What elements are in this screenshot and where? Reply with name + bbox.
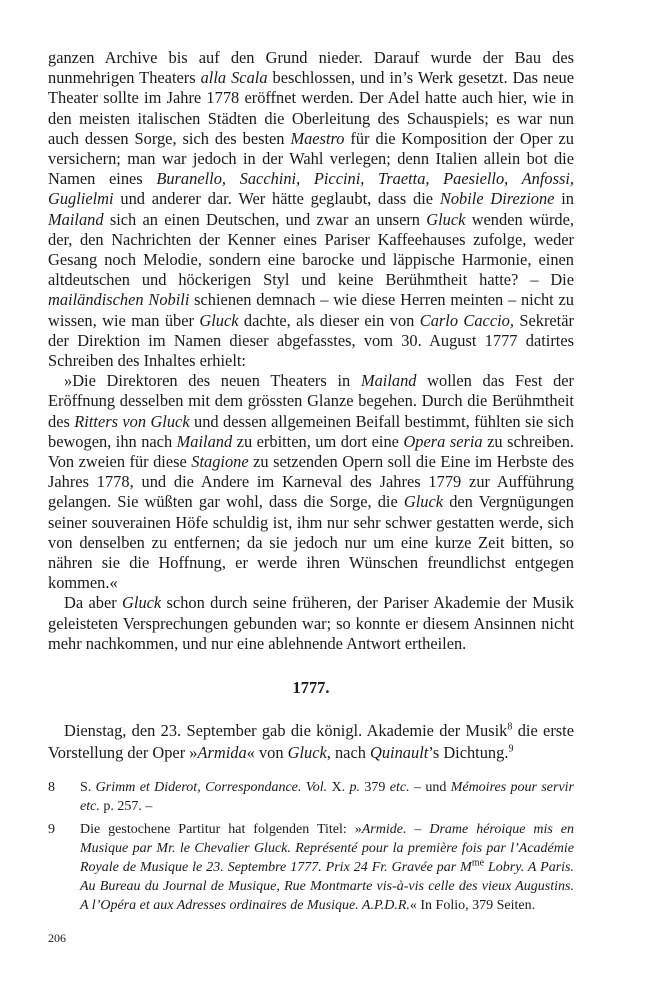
paragraph-archive: ganzen Archive bis auf den Grund nieder. Darauf wurde der Bau des nunmehrigen Theaters alla Scala beschlossen, und in’s Werk gesetzt. Das neue Theater sollte im Jahre 1778 eröffnet werden. Der Adel hatte auch hier, wie in den meisten italischen Städten die Oberleitung des Schauspiels; es war nun auch dessen Sorge, sich des besten Maestro für die Komposition der Oper zu versichern; man war jedoch in der Wahl verlegen; denn Italien allein bot die Namen eines Buranello, Sacchini, Piccini, Traetta, Paesiello, Anfossi, Guglielmi und anderer dar. Wer hätte geglaubt, dass die Nobile Direzione in Mailand sich an einen Deutschen, und zwar an unsern Gluck wenden würde, der, den Nachrichten der Kenner eines Pariser Kaffeehauses zufolge, weder Gesang noch Melodie, sondern eine barocke und läppische Harmonie, einen altdeutschen und höckerigen Styl und keine Berühmtheit hatte? – Die mailändischen Nobili schienen demnach – wie diese Herren meinten – nicht zu wissen, wie man über Gluck dachte, als dieser ein von Carlo Caccio, Sekretär der Direktion im Namen dieser abgefasstes, vom 30. August 1777 datirtes Schreiben des Inhaltes erhielt: bbox=[48, 48, 575, 371]
italic-run: etc. bbox=[389, 780, 410, 796]
italic-run: Mailand bbox=[360, 371, 417, 391]
italic-run: Gluck bbox=[287, 743, 327, 763]
italic-run: Grimm et Diderot, Correspondance. Vol. bbox=[95, 780, 328, 796]
footnote-ref: 8 bbox=[507, 721, 513, 733]
year-heading: 1777. bbox=[292, 678, 330, 698]
italic-run: Gluck bbox=[426, 209, 466, 229]
footnote-text: Die gestochene Partitur hat folgenden Titel: »Armide. – Drame héroique mis en Musique par Mr. le Chevalier Gluck. Représenté pour la première fois par l’Académie Royale de Musique le 23. Septembre 1777. Prix 24 Fr. Gravée par $M^{me}$ Lobry. A Paris. Au Bureau du Journal de Musique, Rue Montmarte vis-à-vis celle des vieux Augustins. A l’Opéra et aux Adresses ordinaires de Musique. A.P.D.R.« In Folio, 379 Seiten. bbox=[80, 822, 574, 914]
footnote-text: S. Grimm et Diderot, Correspondance. Vol. X. p. 379 etc. – und Mémoires pour servir etc. p. 257. – bbox=[80, 780, 575, 815]
footnote-8 bbox=[48, 778, 574, 816]
page-number: 206 bbox=[48, 931, 66, 945]
italic-run: Mailand bbox=[176, 431, 233, 451]
paragraph-armida: Dienstag, den 23. September gab die königl. Akademie der Musik$^8$ die erste Vorstellung der Oper »Armida« von Gluck, nach Quinault’s Dichtung.$^9$ bbox=[48, 721, 574, 763]
italic-run: Stagione bbox=[191, 452, 249, 472]
italic-run: Opera seria bbox=[403, 431, 483, 451]
italic-run: Gluck bbox=[122, 593, 162, 613]
italic-run: Carlo Caccio, bbox=[419, 310, 514, 330]
italic-run: Nobile Direzione bbox=[439, 189, 555, 209]
italic-run: mailändischen Nobili bbox=[48, 290, 190, 310]
footnote-ref: 9 bbox=[508, 743, 514, 755]
italic-run: Mémoires pour servir etc. bbox=[80, 780, 575, 815]
page-content bbox=[48, 48, 574, 919]
footnotes bbox=[48, 778, 574, 915]
italic-run: alla Scala bbox=[200, 68, 268, 88]
italic-run: Mailand bbox=[48, 209, 104, 229]
footnote-9 bbox=[48, 820, 574, 915]
italic-run: Gluck bbox=[403, 492, 444, 512]
paragraph-reply: Da aber Gluck schon durch seine früheren, der Pariser Akademie der Musik geleisteten Versprechungen gebunden war; so konnte er diesem Ansinnen nicht mehr nachkommen, und nur eine ablehnende Antwort ertheilen. bbox=[48, 593, 574, 653]
italic-run: Quinault bbox=[370, 743, 429, 763]
italic-run: Maestro bbox=[290, 128, 345, 148]
italic-run: Armide. – Drame héroique mis en Musique par Mr. le Chevalier Gluck. Représenté pour la première fois par l’Académie Royale de Musique le 23. Septembre 1777. Prix 24 Fr. Gravée par M bbox=[80, 822, 574, 876]
italic-run: Ritters von Gluck bbox=[74, 411, 190, 431]
paragraph-letter: »Die Direktoren des neuen Theaters in Mailand wollen das Fest der Eröffnung desselben mit dem grössten Glanze begehen. Durch die Berühmtheit des Ritters von Gluck und dessen allgemeinen Beifall bestimmt, fühlten sie sich bewogen, ihn nach Mailand zu erbitten, um dort eine Opera seria zu schreiben. Von zweien für diese Stagione zu setzenden Opern soll die Eine im Herbste des Jahres 1778, und die Andere im Karneval des Jahres 1779 zur Aufführung gelangen. Sie wüßten gar wohl, dass die Sorge, die Gluck den Vergnügungen seiner souverainen Höfe schuldig ist, ihm nur sehr schwer gestatten werde, sich von denselben zu entfernen; da sie jedoch nur um eine kurze Zeit bitten, so nähren sie die Hoffnung, er werde ihren Wünschen freundlichst entgegen kommen.« bbox=[48, 371, 575, 593]
footnote-number: 8 bbox=[48, 780, 55, 796]
footnote-number: 9 bbox=[48, 822, 55, 838]
italic-run: Lobry. A Paris. Au Bureau du Journal de Musique, Rue Montmarte vis-à-vis celle des vieux Augustins. A l’Opéra et aux Adresses ordinaires de Musique. A.P.D.R. bbox=[80, 860, 574, 914]
italic-run: Gluck bbox=[199, 310, 239, 330]
italic-run: p. bbox=[349, 780, 360, 796]
italic-run: Armida bbox=[197, 743, 247, 763]
italic-run: Buranello, Sacchini, Piccini, Traetta, Paesiello, Anfossi, Guglielmi bbox=[48, 169, 574, 209]
footnote-ref: me bbox=[471, 857, 485, 869]
